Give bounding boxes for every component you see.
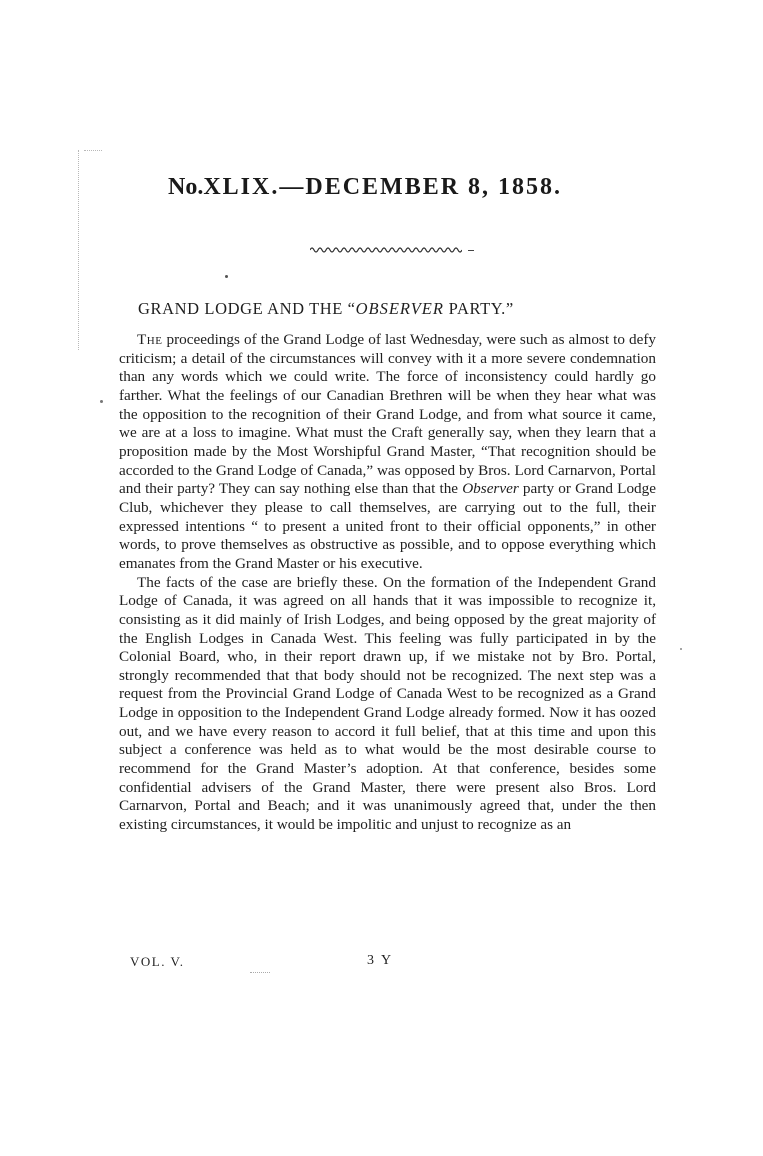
- title-emphasis: OBSERVER: [355, 299, 444, 318]
- paragraph-1-emphasis: Observer: [462, 480, 519, 498]
- paragraph-1-text-b: party or Grand Lodge Club, whichever they please to call themselves, are carrying out to the full, their expressed intentions “ to present a united front to their official opponents,” in other words, to prove themselves as obstructive as possible, and to oppose everything which emanates from the Grand Master or his executive.: [119, 480, 656, 572]
- paragraph-1-text-a: proceedings of the Grand Lodge of last Wednesday, were such as almost to defy criticism; a detail of the circumstances will convey with it a more severe condemnation than any words which we could write. The force of inconsistency could hardly go farther. What the feelings of our Canadian Brethren will be when they hear what was the opposition to the recognition of their Grand Lodge, and from what source it came, we are at a loss to imagine. What must the Craft generally say, when they learn that a proposition made by the Most Worshipful Grand Master, “That recognition should be accorded to the Grand Lodge of Canada,” was opposed by Bros. Lord Carnarvon, Portal and their party? They can say nothing else than that the: [119, 331, 656, 498]
- title-prefix: GRAND LODGE AND THE “: [138, 299, 356, 318]
- volume-label: VOL. V.: [130, 954, 185, 969]
- title-suffix: PARTY.”: [443, 299, 514, 318]
- article-title: [138, 299, 658, 319]
- wavy-rule-ornament: [310, 244, 462, 256]
- issue-date: XLIX.—DECEMBER 8, 1858.: [203, 174, 563, 200]
- print-dot: [225, 275, 228, 278]
- signature-mark: 3 Y: [367, 953, 394, 968]
- margin-mark: [100, 400, 103, 403]
- issue-number-label: No.: [168, 174, 204, 200]
- paragraph-1-lead: The: [137, 331, 163, 348]
- margin-mark: [680, 648, 682, 650]
- page-edge-mark: [78, 150, 80, 350]
- paragraph-1: [119, 331, 656, 574]
- footer-print-mark: [250, 972, 270, 974]
- paragraph-2: The facts of the case are briefly these. On the formation of the Independent Grand Lodge of Canada, it was agreed on all hands that it was impossible to recognize it, consisting as it did mainly of Irish Lodges, and being opposed by the great majority of the English Lodges in Canada West. This feeling was fully participated in by the Colonial Board, who, in their report drawn up, if we mistake not by Bro. Portal, strongly recommended that that body should not be recognized. The next step was a request from the Provincial Grand Lodge of Canada West to be recognized as a Grand Lodge in opposition to the Independent Grand Lodge already formed. Now it has oozed out, and we have every reason to accord it full belief, that at this time and upon this subject a conference was held as to what would be the most desirable course to recommend for the Grand Master’s adoption. At that conference, besides some confidential advisers of the Grand Master, there were present also Bros. Lord Carnarvon, Portal and Beach; and it was unanimously agreed that, under the then existing circumstances, it would be impolitic and unjust to recognize as an: [119, 573, 656, 834]
- page-corner-mark: [84, 150, 102, 152]
- ornament-tick: [468, 250, 474, 251]
- issue-header: [168, 174, 608, 201]
- article-body: [119, 331, 656, 835]
